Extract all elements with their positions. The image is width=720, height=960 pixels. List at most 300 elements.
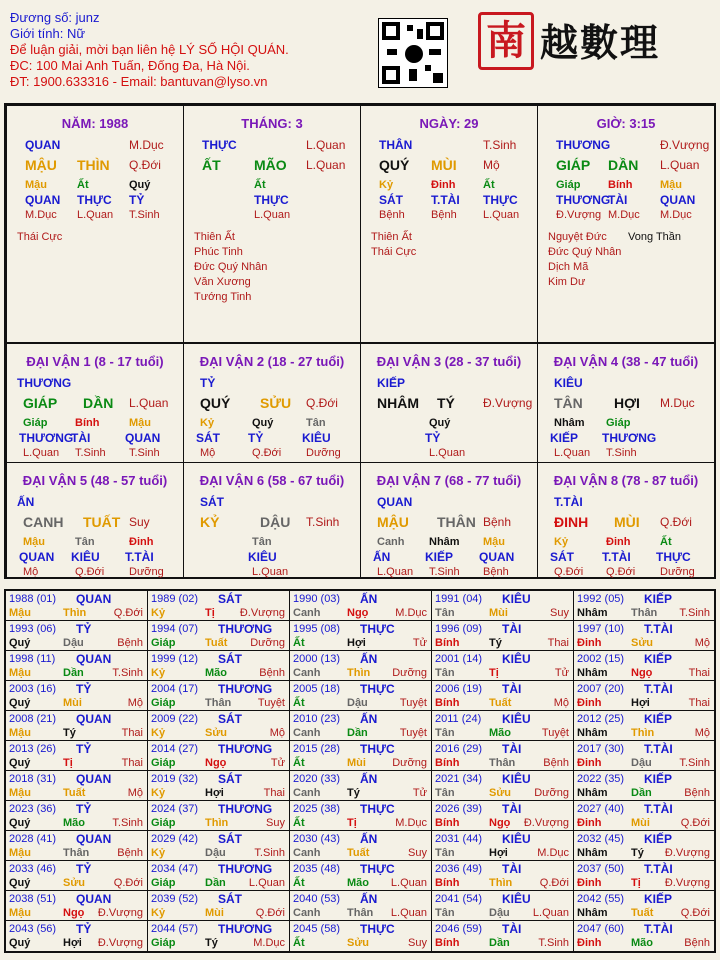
pillar-god: THÂN [379, 138, 413, 152]
year-stem: Tân [435, 667, 455, 679]
year-branch: Hợi [205, 787, 224, 799]
hidden-stem: Đinh [431, 179, 456, 191]
year-stem: Kỷ [151, 667, 166, 679]
annual-year-cell [432, 831, 574, 861]
year-branch: Thân [631, 607, 658, 619]
year-branch: Mùi [631, 817, 650, 829]
year-god: THỰC [360, 922, 395, 936]
year-branch: Tý [489, 637, 502, 649]
year-god: KIẾP [644, 712, 673, 726]
hidden-god: TÀI [608, 193, 628, 207]
hidden-stage: T.Sinh [75, 447, 106, 459]
phone-email-line: ĐT: 1900.633316 - Email: bantuvan@lyso.vn [10, 74, 268, 89]
year-label: 2037 (50) [577, 863, 625, 875]
year-label: 1997 (10) [577, 623, 625, 635]
hidden-stage: L.Quan [254, 209, 291, 221]
year-branch: Tị [631, 877, 641, 889]
hidden-god: QUAN [25, 193, 61, 207]
year-stage: Đ.Vượng [239, 607, 285, 619]
hidden-god: SÁT [550, 550, 574, 564]
year-stem: Mậu [9, 907, 31, 919]
year-label: 1999 (12) [151, 653, 199, 665]
annual-year-cell [148, 651, 290, 681]
annual-year-cell [148, 771, 290, 801]
pillar-branch: MÙI [431, 157, 457, 173]
hidden-stage: Mộ [200, 447, 216, 459]
address-line: ĐC: 100 Mai Anh Tuấn, Đống Đa, Hà Nội. [10, 58, 250, 73]
pillar-cell [537, 105, 715, 343]
luck-stage: Bệnh [483, 515, 512, 529]
luck-stem: TÂN [554, 395, 583, 411]
annual-year-cell [6, 921, 148, 951]
luck-stem: CANH [23, 514, 64, 530]
year-stem: Giáp [151, 637, 176, 649]
year-god: KIẾP [644, 772, 673, 786]
year-branch: Sửu [205, 727, 228, 739]
hidden-god: SÁT [196, 431, 220, 445]
hidden-god: T.TÀI [602, 550, 631, 564]
year-god: KIÊU [502, 832, 531, 846]
hidden-god: T.TÀI [431, 193, 460, 207]
year-label: 2021 (34) [435, 773, 483, 785]
year-stem: Canh [293, 607, 321, 619]
year-stem: Bính [435, 937, 460, 949]
year-stage: Mộ [269, 727, 285, 739]
hidden-god: THỰC [656, 550, 691, 564]
year-god: KIẾP [644, 892, 673, 906]
year-label: 2009 (22) [151, 713, 199, 725]
year-label: 2030 (43) [293, 833, 341, 845]
year-stem: Bính [435, 637, 460, 649]
hidden-stage: M.Dục [608, 209, 640, 221]
year-branch: Sửu [347, 937, 370, 949]
seal-stamp: 南 [478, 12, 534, 70]
year-branch: Thân [63, 847, 90, 859]
year-branch: Mão [347, 877, 369, 889]
annual-year-cell [574, 921, 714, 951]
year-god: THỰC [360, 742, 395, 756]
hidden-stem: Bính [608, 179, 633, 191]
hidden-stage: Dưỡng [660, 566, 695, 578]
luck-stem: KỶ [200, 514, 220, 530]
hidden-stage: T.Sinh [129, 209, 160, 221]
annual-year-cell [148, 891, 290, 921]
annual-year-cell [290, 591, 432, 621]
year-label: 2006 (19) [435, 683, 483, 695]
annual-year-cell [432, 681, 574, 711]
year-stage: T.Sinh [112, 667, 143, 679]
hidden-stage: T.Sinh [429, 566, 460, 578]
year-stem: Canh [293, 907, 321, 919]
year-label: 1991 (04) [435, 593, 483, 605]
year-label: 2010 (23) [293, 713, 341, 725]
year-stage: Bệnh [684, 787, 710, 799]
hidden-stem: Đinh [606, 536, 631, 548]
luck-branch: TUẤT [83, 514, 121, 530]
pillar-stem-stage: Q.Đới [129, 158, 161, 172]
hidden-god: TỶ [248, 431, 264, 445]
year-branch: Dần [631, 787, 652, 799]
luck-stage: T.Sinh [306, 515, 340, 529]
hidden-stem: Kỷ [554, 536, 569, 548]
annual-year-cell [574, 591, 714, 621]
year-label: 2026 (39) [435, 803, 483, 815]
year-stage: Tử [412, 787, 427, 799]
luck-stage: Suy [129, 515, 150, 529]
hidden-god: TỶ [425, 431, 441, 445]
year-stem: Ất [293, 877, 305, 889]
year-god: KIÊU [502, 652, 531, 666]
year-stem: Bính [435, 697, 460, 709]
year-branch: Thân [489, 757, 516, 769]
annual-year-cell [574, 651, 714, 681]
annual-year-cell [290, 861, 432, 891]
hidden-stage: L.Quan [23, 447, 60, 459]
star-name: Thái Cực [371, 246, 417, 258]
hidden-stem: Mậu [129, 417, 151, 429]
luck-pillar-cell [537, 462, 715, 579]
year-god: ẤN [360, 592, 378, 606]
qr-code-icon [378, 18, 448, 88]
annual-year-cell [432, 771, 574, 801]
year-label: 2024 (37) [151, 803, 199, 815]
luck-pillar-cell [6, 343, 184, 463]
year-stem: Kỷ [151, 847, 166, 859]
annual-year-cell [148, 591, 290, 621]
luck-god: KIÊU [554, 376, 583, 390]
year-branch: Mùi [205, 907, 224, 919]
year-label: 2022 (35) [577, 773, 625, 785]
pillar-stage: L.Quan [306, 138, 346, 152]
hidden-stage: Dưỡng [129, 566, 164, 578]
year-stage: Thai [547, 637, 569, 649]
year-stem: Mậu [9, 667, 31, 679]
year-stem: Nhâm [577, 727, 608, 739]
year-stem: Kỷ [151, 727, 166, 739]
year-god: TÀI [502, 682, 522, 696]
luck-pillar-cell [537, 343, 715, 463]
luck-branch: THÂN [437, 514, 476, 530]
year-branch: Tị [63, 757, 73, 769]
year-stem: Nhâm [577, 847, 608, 859]
year-branch: Thìn [63, 607, 87, 619]
hidden-stem: Nhâm [554, 417, 585, 429]
year-god: KIÊU [502, 712, 531, 726]
year-stage: Dưỡng [534, 787, 569, 799]
year-stage: L.Quan [248, 877, 285, 889]
hidden-god: KIÊU [302, 431, 331, 445]
annual-year-cell [290, 771, 432, 801]
year-god: THƯƠNG [218, 742, 273, 756]
year-stem: Giáp [151, 877, 176, 889]
hidden-stage: L.Quan [483, 209, 520, 221]
year-stage: M.Dục [395, 817, 427, 829]
luck-stage: L.Quan [129, 396, 169, 410]
pillar-stem: MẬU [25, 157, 57, 173]
luck-god: TỶ [200, 376, 216, 390]
year-stage: Đ.Vượng [523, 817, 569, 829]
year-branch: Tị [347, 817, 357, 829]
year-god: THƯƠNG [218, 622, 273, 636]
luck-stage: Q.Đới [306, 396, 338, 410]
year-label: 2028 (41) [9, 833, 57, 845]
year-god: QUAN [76, 652, 112, 666]
annual-year-cell [290, 651, 432, 681]
annual-year-cell [148, 741, 290, 771]
annual-year-cell [432, 741, 574, 771]
year-god: SÁT [218, 652, 242, 666]
year-label: 2020 (33) [293, 773, 341, 785]
hidden-stage: Q.Đới [554, 566, 584, 578]
annual-year-cell [290, 831, 432, 861]
hidden-stage: L.Quan [429, 447, 466, 459]
year-stem: Nhâm [577, 907, 608, 919]
year-stage: Suy [408, 847, 427, 859]
year-stage: Q.Đới [113, 877, 143, 889]
year-branch: Tuất [489, 697, 512, 709]
annual-year-cell [6, 891, 148, 921]
hidden-stem: Giáp [23, 417, 48, 429]
annual-year-cell [6, 831, 148, 861]
year-branch: Mão [205, 667, 227, 679]
hidden-stem: Tân [252, 536, 272, 548]
luck-title: ĐẠI VẬN 2 (18 - 27 tuổi) [199, 354, 345, 369]
owner-label: Đương số: [10, 10, 73, 25]
owner-value: junz [75, 10, 100, 25]
year-branch: Hợi [631, 697, 650, 709]
year-god: T.TÀI [644, 862, 673, 876]
year-god: SÁT [218, 712, 242, 726]
year-branch: Hợi [63, 937, 82, 949]
annual-year-cell [432, 621, 574, 651]
year-branch: Ngọ [205, 757, 227, 769]
year-label: 2016 (29) [435, 743, 483, 755]
year-stage: Suy [550, 607, 569, 619]
year-branch: Dậu [347, 697, 368, 709]
luck-pillar-cell [6, 462, 184, 579]
annual-year-cell [6, 681, 148, 711]
star-name: Tướng Tinh [194, 291, 252, 303]
year-god: KIẾP [644, 592, 673, 606]
year-stem: Bính [435, 877, 460, 889]
year-branch: Mão [489, 727, 511, 739]
year-label: 1992 (05) [577, 593, 625, 605]
year-branch: Ngọ [631, 667, 653, 679]
year-stage: Dưỡng [392, 667, 427, 679]
year-god: TÀI [502, 742, 522, 756]
hidden-stem: Mậu [25, 179, 47, 191]
hidden-stem: Giáp [606, 417, 631, 429]
year-branch: Tị [205, 607, 215, 619]
year-label: 1998 (11) [9, 653, 56, 665]
hidden-god: ẤN [373, 550, 391, 564]
annual-year-cell [148, 921, 290, 951]
annual-year-cell [574, 801, 714, 831]
annual-year-cell [432, 651, 574, 681]
annual-luck-grid [4, 589, 716, 953]
year-stem: Ất [293, 937, 305, 949]
luck-branch: DẬU [260, 514, 291, 530]
year-stem: Ất [293, 637, 305, 649]
hidden-stage: L.Quan [377, 566, 414, 578]
annual-year-cell [432, 891, 574, 921]
star-name: Kim Dư [548, 276, 586, 288]
year-stem: Mậu [9, 847, 31, 859]
year-stem: Quý [9, 637, 31, 649]
year-god: T.TÀI [644, 682, 673, 696]
hidden-stage: M.Dục [660, 209, 692, 221]
year-label: 2025 (38) [293, 803, 341, 815]
year-stage: Mộ [694, 637, 710, 649]
gender-value: Nữ [66, 26, 86, 41]
hidden-stem: Mậu [23, 536, 45, 548]
luck-stem: ĐINH [554, 514, 589, 530]
year-branch: Tuất [347, 847, 370, 859]
year-branch: Dần [205, 877, 226, 889]
year-stage: Đ.Vượng [664, 877, 710, 889]
year-god: SÁT [218, 892, 242, 906]
annual-year-cell [6, 711, 148, 741]
year-stage: Mộ [127, 697, 143, 709]
year-stem: Đinh [577, 757, 602, 769]
annual-year-cell [574, 771, 714, 801]
bazi-chart [4, 103, 716, 579]
luck-branch: MÙI [614, 514, 640, 530]
year-label: 1989 (02) [151, 593, 199, 605]
year-branch: Sửu [489, 787, 512, 799]
luck-title: ĐẠI VẬN 5 (48 - 57 tuổi) [22, 473, 168, 488]
year-god: TỶ [76, 622, 92, 636]
year-stem: Nhâm [577, 607, 608, 619]
year-stem: Mậu [9, 727, 31, 739]
hidden-god: THỰC [254, 193, 289, 207]
hidden-stage: Đ.Vượng [556, 209, 602, 221]
hidden-god: THƯƠNG [556, 193, 611, 207]
year-stage: Bệnh [259, 667, 285, 679]
annual-year-cell [6, 741, 148, 771]
year-god: TỶ [76, 682, 92, 696]
year-stage: Dưỡng [392, 757, 427, 769]
year-label: 2003 (16) [9, 683, 57, 695]
annual-year-cell [432, 861, 574, 891]
year-branch: Dần [63, 667, 84, 679]
year-label: 2013 (26) [9, 743, 57, 755]
annual-year-cell [290, 741, 432, 771]
year-stage: Q.Đới [680, 817, 710, 829]
year-god: TỶ [76, 922, 92, 936]
hidden-stem: Ất [660, 536, 672, 548]
year-god: T.TÀI [644, 802, 673, 816]
annual-year-cell [6, 621, 148, 651]
hidden-god: SÁT [379, 193, 403, 207]
pillar-stem-stage: L.Quan [306, 158, 346, 172]
hidden-stem: Mậu [660, 179, 682, 191]
year-stage: T.Sinh [538, 937, 569, 949]
year-label: 2017 (30) [577, 743, 625, 755]
year-branch: Tị [489, 667, 499, 679]
year-stem: Tân [435, 907, 455, 919]
luck-stem: MẬU [377, 514, 409, 530]
year-god: TỶ [76, 742, 92, 756]
annual-year-cell [574, 741, 714, 771]
hidden-stage: Q.Đới [606, 566, 636, 578]
luck-pillar-cell [183, 462, 361, 579]
year-stage: Thai [688, 667, 710, 679]
hidden-stem: Giáp [556, 179, 581, 191]
annual-year-cell [148, 681, 290, 711]
year-god: QUAN [76, 892, 112, 906]
luck-title: ĐẠI VẬN 1 (8 - 17 tuổi) [26, 354, 164, 369]
year-god: THƯƠNG [218, 802, 273, 816]
year-god: TÀI [502, 622, 522, 636]
year-stem: Đinh [577, 877, 602, 889]
year-god: THỰC [360, 622, 395, 636]
luck-pillar-cell [360, 462, 538, 579]
year-stem: Canh [293, 727, 321, 739]
year-label: 2045 (58) [293, 923, 341, 935]
year-stem: Quý [9, 817, 31, 829]
pillar-stage: Đ.Vượng [660, 138, 710, 152]
luck-title: ĐẠI VẬN 7 (68 - 77 tuổi) [376, 473, 522, 488]
hidden-stem: Ất [254, 179, 266, 191]
year-god: ẤN [360, 772, 378, 786]
annual-year-cell [290, 621, 432, 651]
annual-year-cell [574, 711, 714, 741]
year-branch: Dậu [631, 757, 652, 769]
star-name: Văn Xương [194, 276, 251, 288]
pillar-cell [6, 105, 184, 343]
year-label: 2034 (47) [151, 863, 199, 875]
year-stage: Tuyệt [399, 697, 427, 709]
hidden-stage: Mộ [23, 566, 39, 578]
year-stem: Quý [9, 937, 31, 949]
year-branch: Tý [63, 727, 76, 739]
year-stage: Tử [270, 757, 285, 769]
year-stage: Đ.Vượng [664, 847, 710, 859]
year-god: TỶ [76, 862, 92, 876]
year-stem: Nhâm [577, 667, 608, 679]
pillar-stage: T.Sinh [483, 138, 517, 152]
year-label: 2038 (51) [9, 893, 57, 905]
year-stem: Đinh [577, 937, 602, 949]
year-god: QUAN [76, 712, 112, 726]
year-label: 2029 (42) [151, 833, 199, 845]
year-stage: Thai [688, 697, 710, 709]
year-label: 2032 (45) [577, 833, 625, 845]
pillar-stage: M.Dục [129, 138, 164, 152]
year-stage: T.Sinh [254, 847, 285, 859]
annual-year-cell [432, 921, 574, 951]
luck-title: ĐẠI VẬN 4 (38 - 47 tuổi) [553, 354, 699, 369]
hidden-stage: T.Sinh [129, 447, 160, 459]
hidden-god: QUAN [19, 550, 55, 564]
year-god: KIÊU [502, 592, 531, 606]
annual-year-cell [290, 801, 432, 831]
annual-year-cell [432, 711, 574, 741]
hidden-stage: M.Dục [25, 209, 57, 221]
year-stage: Suy [408, 937, 427, 949]
year-label: 2012 (25) [577, 713, 625, 725]
year-branch: Ngọ [489, 817, 511, 829]
hidden-god: THƯƠNG [602, 431, 657, 445]
hidden-stage: Bệnh [379, 209, 405, 221]
luck-god: ẤN [17, 495, 35, 509]
annual-year-cell [6, 861, 148, 891]
year-god: SÁT [218, 772, 242, 786]
hidden-stage: Q.Đới [252, 447, 282, 459]
year-label: 2043 (56) [9, 923, 57, 935]
star-name: Thái Cực [17, 231, 63, 243]
